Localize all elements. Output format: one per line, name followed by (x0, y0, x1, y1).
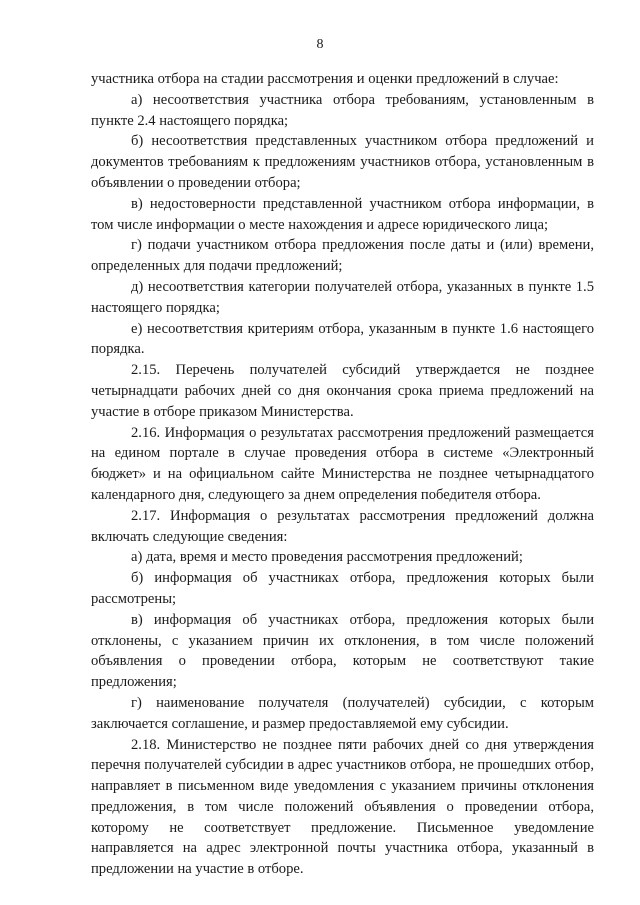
paragraph: в) информация об участниках отбора, предложения которых были отклонены, с указанием причин их отклонения, в том числе положений объявления о проведении отбора, которым не соответствуют такие предложения; (91, 611, 594, 691)
paragraph: 2.17. Информация о результатах рассмотрения предложений должна включать следующие сведения: (91, 507, 594, 545)
paragraph: 2.16. Информация о результатах рассмотрения предложений размещается на едином портале в случае проведения отбора в системе «Электронный бюджет» и на официальном сайте Министерства не позднее четырнадцатого календарного дня, следующего за днем определения победителя отбора. (91, 424, 594, 503)
paragraph: г) подачи участником отбора предложения после даты и (или) времени, определенных для подачи предложений; (91, 237, 594, 275)
paragraph: б) несоответствия представленных участником отбора предложений и документов требованиям к предложениям участников отбора, установленным в объявлении о проведении отбора; (91, 133, 594, 191)
paragraph: 2.15. Перечень получателей субсидий утверждается не позднее четырнадцати рабочих дней со дня окончания срока приема предложений на участие в отборе приказом Министерства. (91, 362, 594, 420)
paragraph: б) информация об участниках отбора, предложения которых были рассмотрены; (91, 570, 594, 607)
paragraph: г) наименование получателя (получателей) субсидии, с которым заключается соглашение, и размер предоставляемой ему субсидии. (91, 694, 594, 732)
paragraph: в) недостоверности представленной участником отбора информации, в том числе информации о месте нахождения и адресе юридического лица; (91, 195, 594, 233)
paragraph: д) несоответствия категории получателей отбора, указанных в пункте 1.5 настоящего порядка; (91, 278, 594, 316)
paragraph: участника отбора на стадии рассмотрения и оценки предложений в случае: (91, 71, 559, 87)
paragraph: е) несоответствия критериям отбора, указанным в пункте 1.6 настоящего порядка. (91, 320, 594, 358)
page-number: 8 (316, 37, 324, 52)
paragraph: 2.18. Министерство не позднее пяти рабочих дней со дня утверждения перечня получателей субсидии в адрес участников отбора, не прошедших отбор, направляет в письменном виде уведомления с указанием причины отклонения предложения, в том числе положений объявления о проведении отбора, которому не соответствует предложение. Письменное уведомление направляется на адрес электронной почты участника отбора, указанный в предложении на участие в отборе. (91, 736, 594, 878)
paragraph: а) несоответствия участника отбора требованиям, установленным в пункте 2.4 настоящего порядка; (91, 91, 594, 129)
document-body (91, 69, 594, 880)
paragraph: а) дата, время и место проведения рассмотрения предложений; (131, 549, 523, 566)
